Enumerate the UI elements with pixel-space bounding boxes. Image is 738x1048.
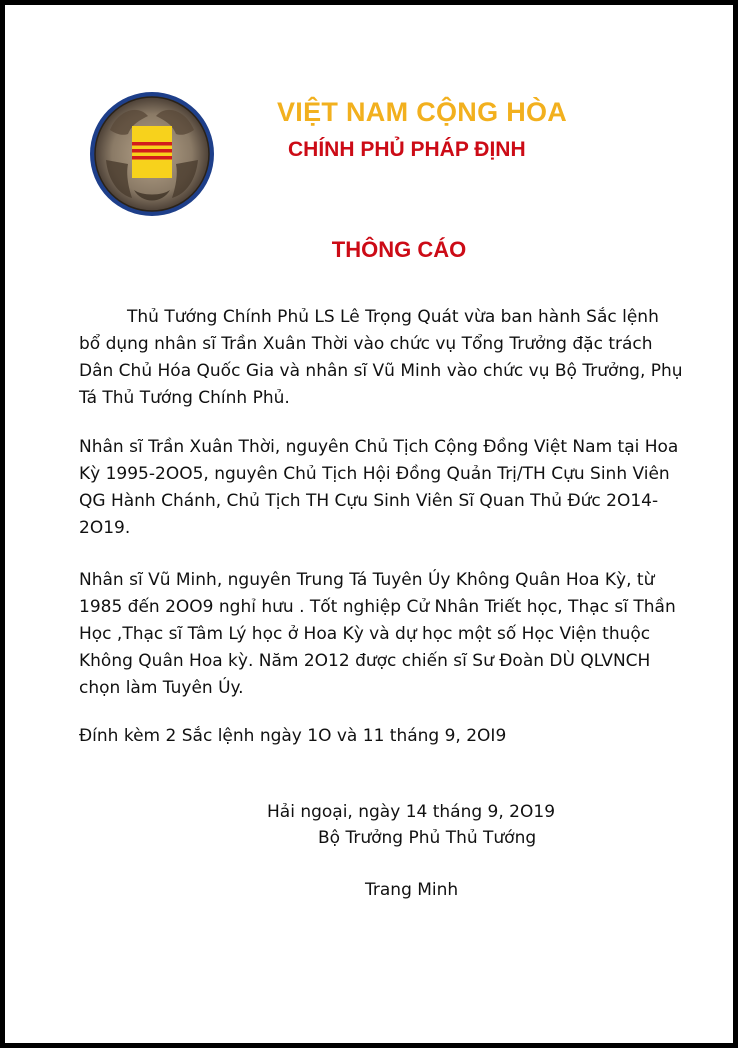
signature-place-date: Hải ngoại, ngày 14 tháng 9, 2O19 [267,802,556,822]
paragraph-line: bổ dụng nhân sĩ Trần Xuân Thời vào chức vụ Tổng Trưởng đặc trách [79,334,653,354]
paragraph-line: Tá Thủ Tướng Chính Phủ. [79,388,290,408]
paragraph-line: chọn làm Tuyên Úy. [79,678,244,698]
paragraph-line: Đính kèm 2 Sắc lệnh ngày 1O và 11 tháng 9, 2OI9 [79,726,507,746]
signature-title: Bộ Trưởng Phủ Thủ Tướng [318,828,537,848]
paragraph-tran-xuan-thoi [79,434,699,542]
paragraph-announcement [79,304,699,412]
paragraph-vu-minh [79,567,699,702]
paragraph-line: Kỳ 1995-2OO5, nguyên Chủ Tịch Hội Đồng Quản Trị/TH Cựu Sinh Viên [79,464,670,484]
paragraph-line: 2O19. [79,518,131,538]
paragraph-line: Nhân sĩ Vũ Minh, nguyên Trung Tá Tuyên Úy Không Quân Hoa Kỳ, từ [79,570,655,590]
document-heading: THÔNG CÁO [331,237,467,262]
org-title: VIỆT NAM CỘNG HÒA [277,97,568,127]
dragon-seal-emblem-icon [88,90,216,218]
paragraph-line: Thủ Tướng Chính Phủ LS Lê Trọng Quát vừa ban hành Sắc lệnh [127,307,659,327]
paragraph-line: Không Quân Hoa kỳ. Năm 2O12 được chiến sĩ Sư Đoàn DÙ QLVNCH [79,651,651,671]
paragraph-line: Dân Chủ Hóa Quốc Gia và nhân sĩ Vũ Minh vào chức vụ Bộ Trưởng, Phụ [79,361,683,381]
paragraph-line: Học ,Thạc sĩ Tâm Lý học ở Hoa Kỳ và dự học một số Học Viện thuộc [79,624,651,644]
paragraph-line: QG Hành Chánh, Chủ Tịch TH Cựu Sinh Viên Sĩ Quan Thủ Đức 2O14- [79,491,659,511]
org-subtitle: CHÍNH PHỦ PHÁP ĐỊNH [288,138,526,161]
signature-name: Trang Minh [365,880,459,900]
paragraph-attachment [79,723,699,750]
paragraph-line: 1985 đến 2OO9 nghỉ hưu . Tốt nghiệp Cử Nhân Triết học, Thạc sĩ Thần [79,597,676,617]
paragraph-line: Nhân sĩ Trần Xuân Thời, nguyên Chủ Tịch Cộng Đồng Việt Nam tại Hoa [79,437,679,457]
